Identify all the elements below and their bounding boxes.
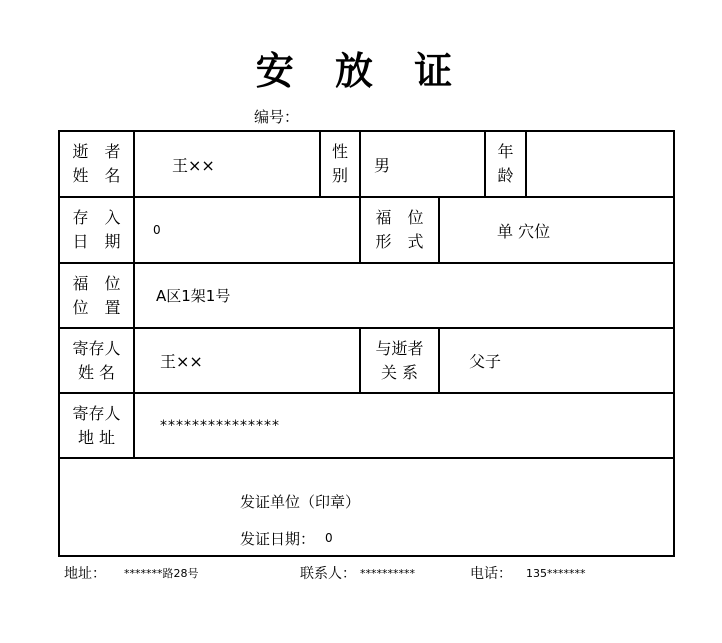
depositor-address-value: ***************: [160, 417, 280, 434]
deposit-date-value: 0: [153, 223, 161, 237]
depositor-address-label: 寄存人 地 址: [72, 403, 121, 447]
footer-contact: 联系人： **********: [300, 566, 415, 582]
document-title: 安 放 证: [255, 49, 467, 93]
niche-location-label: 福 位 位 置: [72, 273, 121, 317]
gender-value: 男: [374, 155, 391, 175]
age-label: 年 龄: [497, 142, 514, 185]
footer-phone: 电话： 135*******: [470, 566, 586, 582]
niche-location-value: A区1架1号: [156, 287, 231, 305]
niche-type-label: 福 位 形 式: [375, 208, 424, 251]
issuer-seal-label: 发证单位（印章）: [240, 492, 361, 511]
depositor-name-value: 王××: [160, 352, 203, 371]
serial-number-label: 编号：: [254, 108, 300, 126]
gender-label: 性 别: [331, 142, 348, 185]
relation-value: 父子: [469, 352, 502, 371]
footer-phone-value: 135*******: [526, 566, 586, 580]
footer-address: 地址： *******路28号: [64, 566, 199, 582]
footer-contact-value: **********: [360, 566, 415, 580]
depositor-name-label: 寄存人 姓 名: [72, 338, 121, 382]
footer-address-value: *******路28号: [124, 567, 199, 580]
niche-type-value: 单 穴位: [497, 221, 551, 241]
deceased-name-value: 王××: [172, 155, 215, 175]
issue-date-label: 发证日期： 0: [240, 529, 333, 548]
relation-label: 与逝者 关 系: [375, 338, 424, 382]
deposit-date-label: 存 入 日 期: [72, 208, 121, 251]
deceased-name-label: 逝 者 姓 名: [72, 142, 121, 185]
issue-date-value: 0: [325, 531, 333, 545]
